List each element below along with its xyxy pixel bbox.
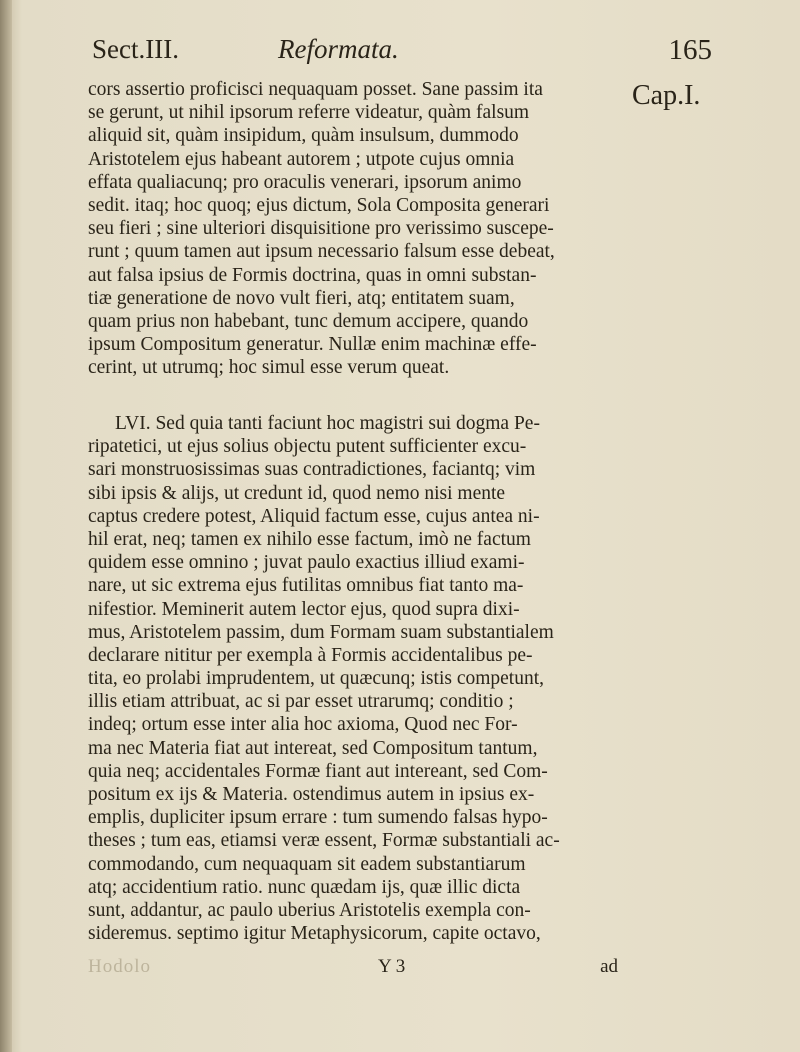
text-line: sedit. itaq; hoc quoq; ejus dictum, Sola Composita generari — [88, 194, 550, 216]
text-line: aliquid sit, quàm insipidum, quàm insulsum, dummodo — [88, 125, 519, 147]
text-line: theses ; tum eas, etiamsi veræ essent, Formæ substantiali ac- — [88, 830, 560, 852]
paragraph-continuation — [88, 78, 618, 379]
text-line: sibi ipsis & alijs, ut credunt id, quod nemo nisi mente — [88, 482, 506, 504]
paragraph-lvi — [88, 412, 618, 945]
text-line: captus credere potest, Aliquid factum esse, cujus antea ni- — [88, 505, 540, 527]
page-gutter-shadow — [0, 0, 12, 1052]
text-line: positum ex ijs & Materia. ostendimus autem in ipsius ex- — [88, 784, 535, 805]
text-line: tiæ generatione de novo vult fieri, atq; entitatem suam, — [88, 287, 515, 309]
running-header — [92, 34, 712, 74]
text-line: tita, eo prolabi imprudentem, ut quæcunq; istis competunt, — [88, 668, 545, 690]
page-number: 165 — [668, 34, 712, 66]
text-line: se gerunt, ut nihil ipsorum referre videatur, quàm falsum — [88, 102, 530, 124]
catchword: ad — [600, 956, 618, 977]
text-line: ripatetici, ut ejus solius objectu putent sufficienter excu- — [88, 436, 527, 458]
text-line: sunt, addantur, ac paulo uberius Aristotelis exempla con- — [88, 899, 531, 921]
text-line: ipsum Compositum generatur. Nullæ enim machinæ effe- — [88, 334, 537, 356]
text-line: sideremus. septimo igitur Metaphysicorum, capite octavo, — [88, 923, 541, 945]
text-line: Aristotelem ejus habeant autorem ; utpote cujus omnia — [88, 148, 515, 170]
section-label: Sect.III. — [92, 34, 179, 64]
text-line: quidem esse omnino ; juvat paulo exactius illiud exami- — [88, 552, 525, 574]
text-line: runt ; quum tamen aut ipsum necessario falsum esse debeat, — [88, 241, 555, 263]
faint-footer-mark: Hodolo — [88, 956, 151, 977]
text-line: quam prius non habebant, tunc demum accipere, quando — [88, 310, 529, 332]
text-line: cors assertio proficisci nequaquam posset. Sane passim ita — [88, 79, 543, 100]
text-line: commodando, cum nequaquam sit eadem substantiarum — [88, 853, 526, 875]
text-line: ma nec Materia fiat aut intereat, sed Compositum tantum, — [88, 737, 538, 759]
text-line: declarare nititur per exempla à Formis accidentalibus pe- — [88, 644, 533, 666]
text-line: sari monstruosissimas suas contradictiones, faciantq; vim — [88, 459, 536, 481]
text-line: hil erat, neq; tamen ex nihilo esse factum, imò ne factum — [88, 528, 531, 550]
text-line: aut falsa ipsius de Formis doctrina, quas in omni substan- — [88, 264, 537, 286]
running-title: Reformata. — [278, 34, 399, 64]
text-line: emplis, dupliciter ipsum errare : tum sumendo falsas hypo- — [88, 807, 548, 829]
page-footer — [88, 956, 618, 980]
text-line: effata qualiacunq; pro oraculis venerari, ipsorum animo — [88, 171, 522, 193]
text-line: mus, Aristotelem passim, dum Formam suam substantialem — [88, 621, 554, 643]
text-line: atq; accidentium ratio. nunc quædam ijs, quæ illic dicta — [88, 876, 521, 898]
text-line: cerint, ut utrumq; hoc simul esse verum queat. — [88, 357, 450, 379]
text-line: nare, ut sic extrema ejus futilitas omnibus fiat tanto ma- — [88, 575, 524, 597]
signature-mark: Y 3 — [378, 956, 406, 977]
text-line: seu fieri ; sine ulteriori disquisitione pro verissimo suscepe- — [88, 218, 554, 240]
chapter-marginal-note: Cap.I. — [632, 80, 701, 111]
text-line: indeq; ortum esse inter alia hoc axioma, Quod nec For- — [88, 714, 518, 736]
text-line: LVI. Sed quia tanti faciunt hoc magistri sui dogma Pe- — [115, 413, 540, 434]
text-line: quia neq; accidentales Formæ fiant aut intereant, sed Com- — [88, 760, 548, 782]
text-line: nifestior. Meminerit autem lector ejus, quod supra dixi- — [88, 598, 520, 620]
text-line: illis etiam attribuat, ac si par esset utrarumq; conditio ; — [88, 691, 514, 713]
